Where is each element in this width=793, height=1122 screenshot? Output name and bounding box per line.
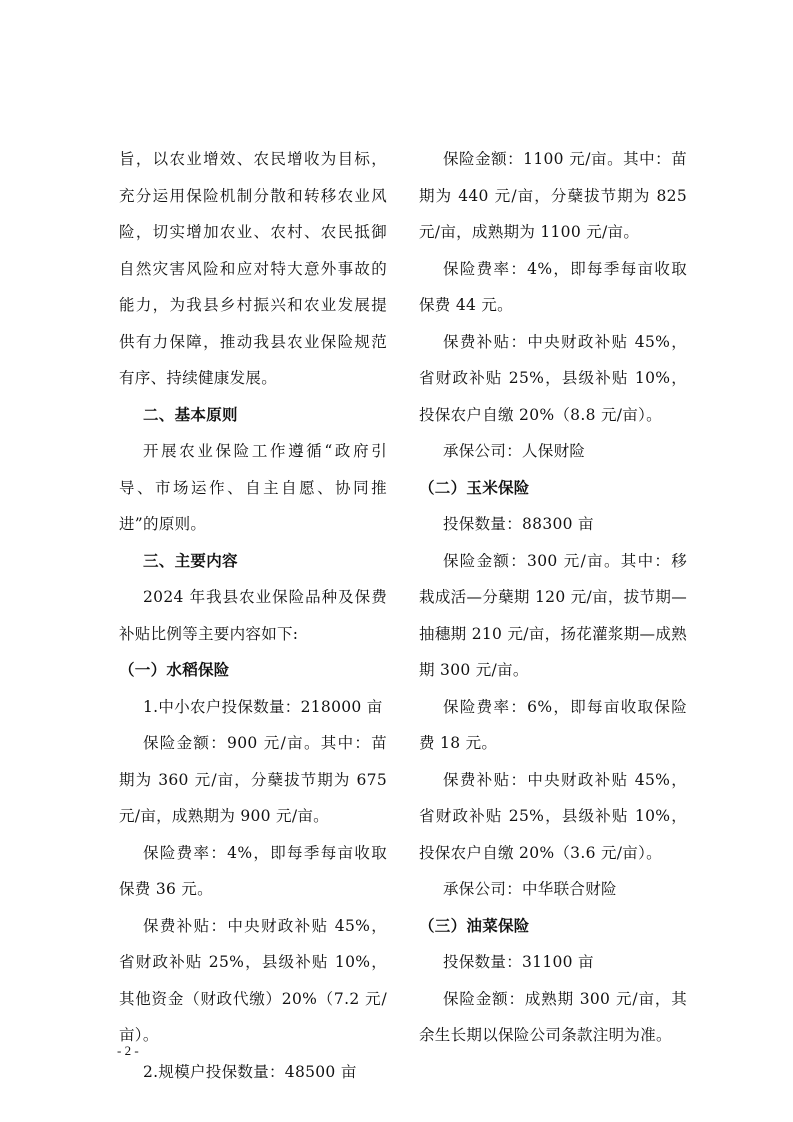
paragraph-rice-large-premium-subsidy: 保费补贴：中央财政补贴 45%，省财政补贴 25%，县级补贴 10%，投保农户自缴 20%（8.8 元/亩）。 (419, 332, 687, 424)
paragraph-purpose-continuation: 旨，以农业增效、农民增收为目标，充分运用保险机制分散和转移农业风险，切实增加农业、农村、农民抵御自然灾害风险和应对特大意外事故的能力，为我县乡村振兴和农业发展提供有力保障，推动我县农业保险规范有序、持续健康发展。 (119, 150, 387, 387)
paragraph-rapeseed-insured-amount: 保险金额：成熟期 300 元/亩，其余生长期以保险公司条款注明为准。 (419, 989, 687, 1044)
subheading-rapeseed-insurance: （三）油菜保险 (419, 915, 530, 935)
paragraph-rice-insurer: 承保公司：人保财险 (443, 442, 586, 460)
paragraph-rice-premium-rate: 保险费率：4%，即每季每亩收取保费 36 元。 (119, 843, 387, 898)
paragraph-corn-insured-amount: 保险金额：300 元/亩。其中：移栽成活—分蘖期 120 元/亩，拔节期—抽穗期 210 元/亩，扬花灌浆期—成熟期 300 元/亩。 (419, 551, 687, 679)
paragraph-rice-premium-subsidy: 保费补贴：中央财政补贴 45%，省财政补贴 25%，县级补贴 10%，其他资金（财政代缴）20%（7.2 元/亩）。 (119, 916, 387, 1044)
paragraph-principles: 开展农业保险工作遵循“政府引导、市场运作、自主自愿、协同推进”的原则。 (119, 442, 387, 533)
paragraph-corn-insurer: 承保公司：中华联合财险 (443, 880, 617, 898)
subheading-corn-insurance: （二）玉米保险 (419, 477, 530, 497)
paragraph-rapeseed-quantity: 投保数量：31100 亩 (443, 953, 594, 971)
paragraph-corn-quantity: 投保数量：88300 亩 (443, 515, 594, 533)
paragraph-rice-large-premium-rate: 保险费率：4%，即每季每亩收取保费 44 元。 (419, 259, 687, 314)
paragraph-corn-premium-rate: 保险费率：6%，即每亩收取保险费 18 元。 (419, 697, 687, 752)
paragraph-rice-small-farmers-quantity: 1.中小农户投保数量：218000 亩 (143, 697, 383, 716)
heading-basic-principles: 二、基本原则 (143, 405, 238, 424)
page-number: - 2 - (117, 1043, 139, 1058)
heading-main-content: 三、主要内容 (143, 551, 238, 570)
subheading-rice-insurance: （一）水稻保险 (119, 660, 230, 679)
left-column (119, 141, 387, 1090)
paragraph-rice-large-farmers-quantity: 2.规模户投保数量：48500 亩 (143, 1062, 357, 1081)
paragraph-corn-premium-subsidy: 保费补贴：中央财政补贴 45%，省财政补贴 25%，县级补贴 10%，投保农户自缴 20%（3.6 元/亩）。 (419, 770, 687, 862)
right-column (419, 141, 687, 1054)
paragraph-rice-large-insured-amount: 保险金额：1100 元/亩。其中：苗期为 440 元/亩，分蘖拔节期为 825 元/亩，成熟期为 1100 元/亩。 (419, 150, 687, 241)
paragraph-rice-insured-amount: 保险金额：900 元/亩。其中：苗期为 360 元/亩，分蘖拔节期为 675 元/亩，成熟期为 900 元/亩。 (119, 734, 387, 825)
paragraph-content-intro: 2024 年我县农业保险品种及保费补贴比例等主要内容如下: (119, 588, 387, 643)
